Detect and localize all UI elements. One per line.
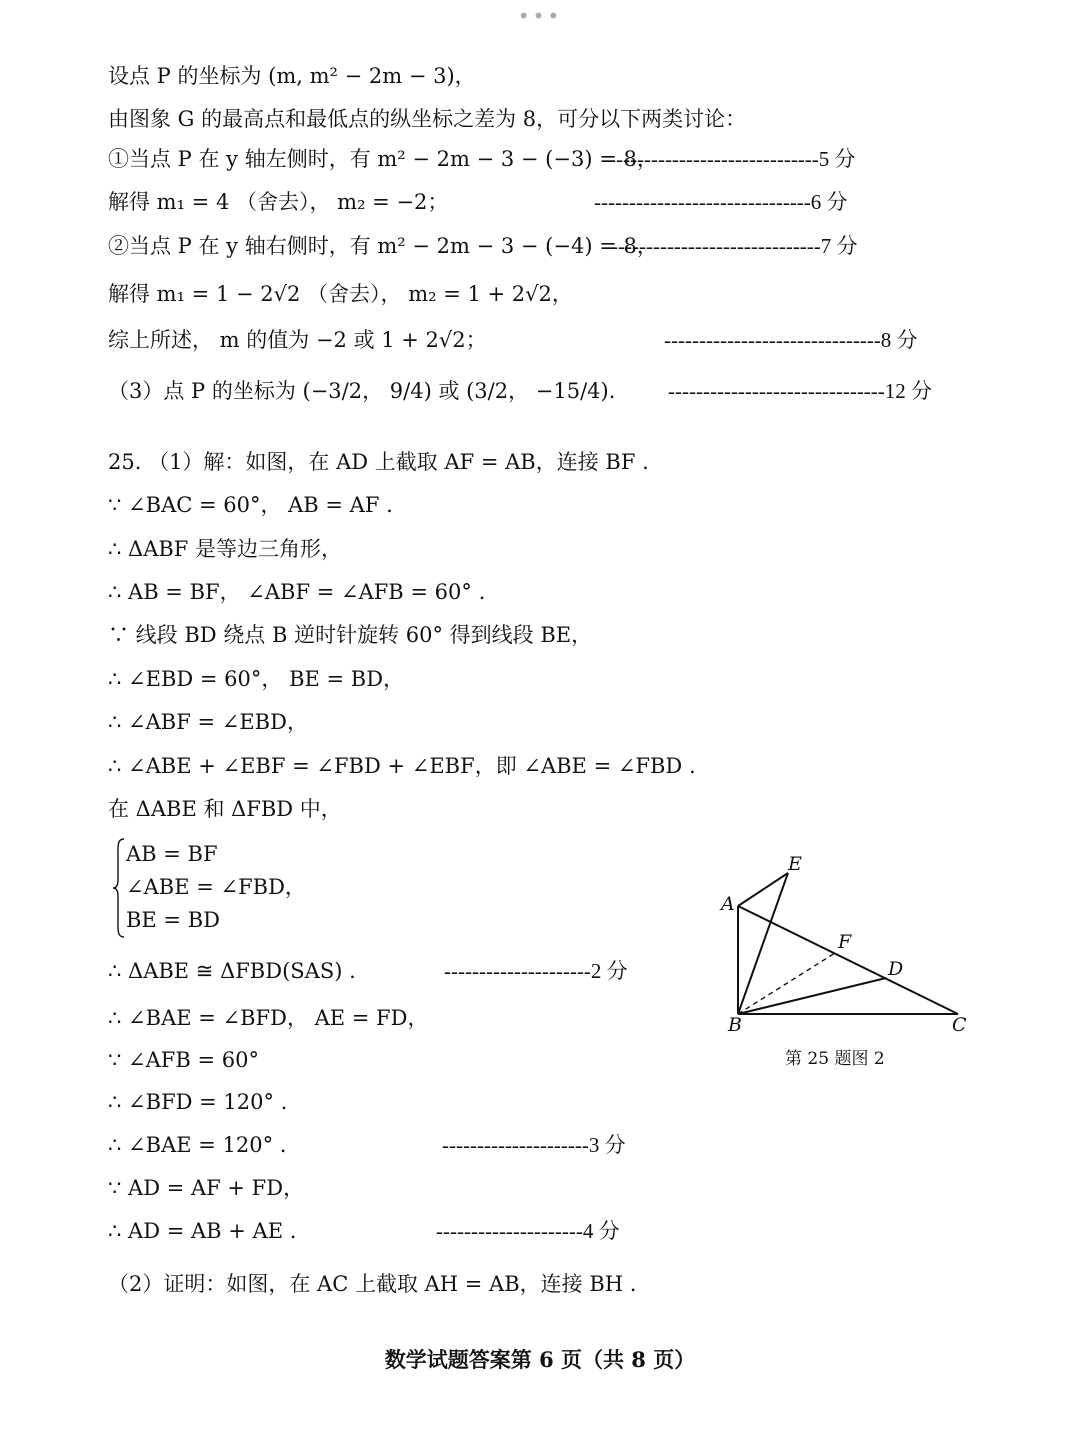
text-line: ∴ ΔABE ≅ ΔFBD(SAS) .	[108, 959, 356, 983]
text-line: 解得 m₁ = 1 − 2√2 （舍去）， m₂ = 1 + 2√2，	[108, 282, 573, 306]
text-line: ∵ ∠BAC = 60°， AB = AF .	[108, 493, 393, 517]
text-line: ∵ 线段 BD 绕点 B 逆时针旋转 60° 得到线段 BE，	[108, 623, 593, 647]
label-b: B	[728, 1014, 742, 1036]
score-marker: ---------------------4 分	[436, 1219, 620, 1243]
label-f: F	[838, 931, 852, 953]
text-line: ∵ AD = AF + FD，	[108, 1176, 305, 1200]
label-c: C	[952, 1014, 967, 1036]
text-line: ∴ ∠BAE = ∠BFD， AE = FD，	[108, 1006, 429, 1030]
equation-row: ∠ABE = ∠FBD，	[126, 875, 306, 899]
segment-ae	[738, 873, 788, 906]
segment-bd	[738, 978, 886, 1014]
score-marker: -------------------------------8 分	[664, 328, 918, 352]
segment-bf-dashed	[738, 953, 835, 1014]
text-line: ②当点 P 在 y 轴右侧时，有 m² − 2m − 3 − (−4) = 8，	[108, 234, 658, 258]
text-line: 由图象 G 的最高点和最低点的纵坐标之差为 8，可分以下两类讨论：	[108, 107, 747, 131]
text-line: ∴ AB = BF， ∠ABF = ∠AFB = 60° .	[108, 580, 486, 604]
score-marker: -------------------------------7 分	[604, 234, 858, 258]
text-line: 解得 m₁ = 4 （舍去）， m₂ = −2；	[108, 190, 449, 214]
figure-caption: 第 25 题图 2	[785, 1049, 885, 1069]
text-line: 综上所述， m 的值为 −2 或 1 + 2√2；	[108, 328, 487, 352]
label-e: E	[788, 853, 802, 875]
equation-row: AB = BF	[126, 842, 218, 866]
score-marker: -------------------------------5 分	[602, 147, 856, 171]
left-brace-icon	[112, 838, 126, 938]
score-marker: ---------------------2 分	[444, 959, 628, 983]
text-line: 25. （1）解：如图，在 AD 上截取 AF = AB，连接 BF .	[108, 450, 649, 474]
segment-be	[738, 873, 788, 1014]
score-marker: -------------------------------6 分	[594, 190, 848, 214]
top-drag-handle[interactable]: •••	[517, 4, 563, 28]
text-line: ①当点 P 在 y 轴左侧时，有 m² − 2m − 3 − (−3) = 8，	[108, 147, 658, 171]
text-line: （2）证明：如图，在 AC 上截取 AH = AB，连接 BH .	[108, 1272, 637, 1296]
text-line: ∴ ∠EBD = 60°， BE = BD，	[108, 667, 405, 691]
text-line: ∴ ΔABF 是等边三角形，	[108, 537, 343, 561]
text-line: 在 ΔABE 和 ΔFBD 中，	[108, 797, 342, 821]
text-line: ∴ ∠ABF = ∠EBD，	[108, 710, 308, 734]
score-marker: -------------------------------12 分	[668, 379, 933, 403]
label-d: D	[888, 958, 904, 980]
text-line: 设点 P 的坐标为 (m, m² − 2m − 3)，	[108, 64, 476, 88]
geometry-figure	[718, 850, 978, 1040]
label-a: A	[721, 893, 735, 915]
equation-row: BE = BD	[126, 908, 220, 932]
text-line: ∴ AD = AB + AE .	[108, 1219, 297, 1243]
text-line: （3）点 P 的坐标为 (−3/2， 9/4) 或 (3/2， −15/4).	[108, 379, 616, 403]
text-line: ∵ ∠AFB = 60°	[108, 1048, 259, 1072]
score-marker: ---------------------3 分	[442, 1133, 626, 1157]
text-line: ∴ ∠BFD = 120° .	[108, 1090, 288, 1114]
page-footer: 数学试题答案第 6 页（共 8 页）	[384, 1347, 696, 1372]
text-line: ∴ ∠BAE = 120° .	[108, 1133, 287, 1157]
text-line: ∴ ∠ABE + ∠EBF = ∠FBD + ∠EBF，即 ∠ABE = ∠FBD .	[108, 754, 696, 778]
